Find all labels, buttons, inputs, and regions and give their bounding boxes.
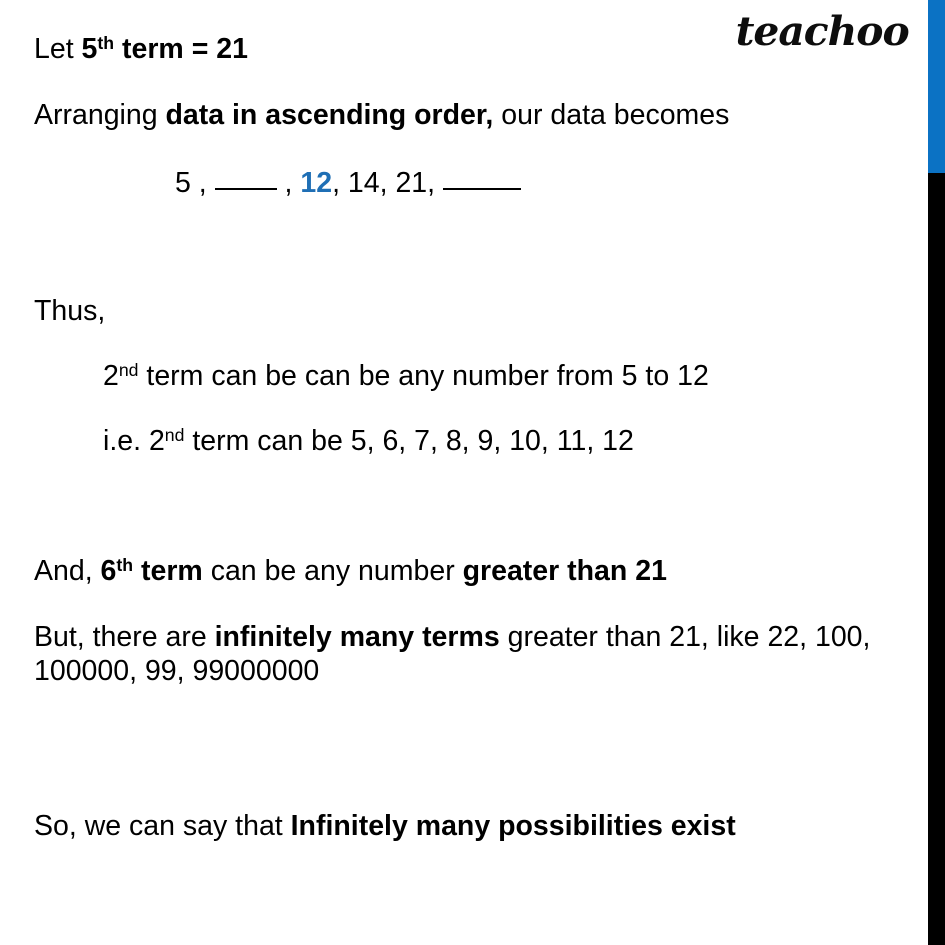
line-sixth-term (34, 555, 667, 589)
sixth-term-ordinal-suffix: th (116, 554, 134, 575)
teachoo-logo: teachoo (735, 8, 909, 55)
let-bold-group (82, 33, 248, 65)
let-prefix: Let (34, 33, 82, 65)
second-term-ordinal-suffix-2: nd (164, 424, 185, 445)
sixth-term-label (101, 555, 203, 587)
sequence-blank-sixth (443, 188, 521, 190)
line-let-fifth-term (34, 33, 248, 67)
but-prefix: But, there are (34, 621, 215, 653)
second-term-number-2: 2 (148, 425, 165, 457)
let-term-ordinal-suffix: th (97, 32, 115, 53)
let-term-number: 5 (81, 33, 98, 65)
arranging-suffix: our data becomes (493, 99, 730, 131)
line-thus: Thus, (34, 295, 106, 327)
line-ordered-sequence (175, 167, 521, 201)
sixth-term-condition: greater than 21 (462, 555, 667, 587)
line-second-term-range (103, 360, 709, 394)
second-term-list-values: term can be 5, 6, 7, 8, 9, 10, 11, 12 (184, 425, 634, 457)
second-term-ordinal-suffix: nd (118, 359, 139, 380)
arranging-bold-phrase: data in ascending order, (165, 99, 494, 131)
second-term-range-text: term can be can be any number from 5 to 12 (138, 360, 709, 392)
infinitely-many-terms-bold: infinitely many terms (214, 621, 500, 653)
line-conclusion (34, 810, 736, 844)
conclusion-bold-statement: Infinitely many possibilities exist (290, 810, 736, 842)
line-infinitely-many-terms (34, 621, 896, 688)
ie-prefix: i.e. (103, 425, 149, 457)
sequence-blank-second (215, 188, 277, 190)
second-term-number: 2 (103, 360, 119, 392)
line-arranging-data (34, 99, 729, 133)
let-term-value: term = 21 (114, 33, 248, 65)
sixth-term-number: 6 (100, 555, 117, 587)
arranging-prefix: Arranging (34, 99, 166, 131)
sequence-highlight-value: 12 (300, 167, 333, 199)
sequence-tail-values: , 14, 21, (332, 167, 443, 199)
sequence-separator: , (276, 167, 301, 199)
but-examples-text: greater than 21, like 22, 100, 100000, 99, 99000000 (34, 621, 871, 687)
line-second-term-list (103, 425, 634, 459)
and-prefix: And, (34, 555, 101, 587)
right-edge-bar-blue (928, 0, 945, 173)
right-edge-bar-black (928, 173, 945, 945)
sequence-first-value: 5 , (175, 167, 215, 199)
conclusion-prefix: So, we can say that (34, 810, 291, 842)
sixth-term-middle-text: can be any number (202, 555, 463, 587)
sixth-term-word: term (133, 555, 203, 587)
